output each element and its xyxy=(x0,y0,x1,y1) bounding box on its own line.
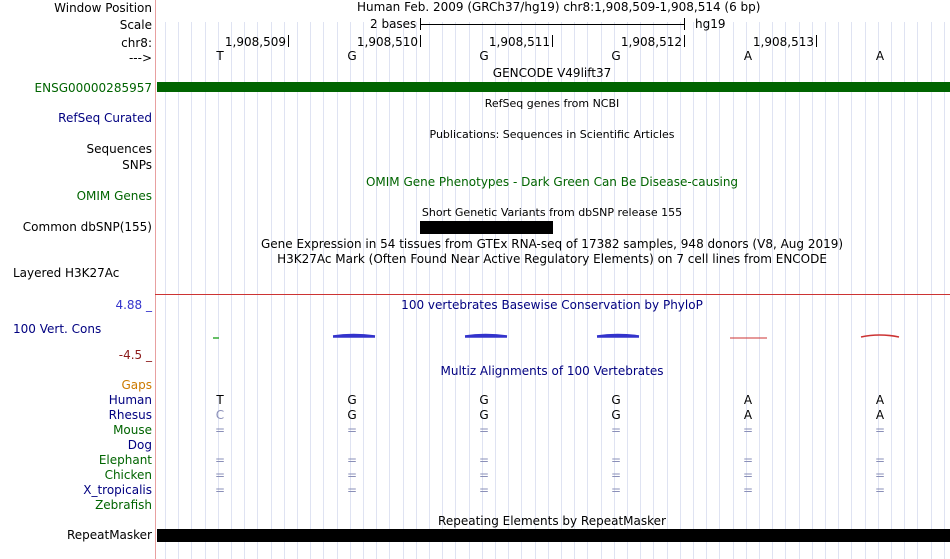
grid-line xyxy=(244,22,245,559)
dbsnp-track-title: Short Genetic Variants from dbSNP release 155 xyxy=(421,206,683,219)
gencode-gene-label[interactable]: ENSG00000285957 xyxy=(34,81,152,95)
alignment-base: = xyxy=(874,423,886,437)
grid-line xyxy=(640,22,641,559)
strand-label: ---> xyxy=(128,51,152,65)
grid-line xyxy=(257,22,258,559)
alignment-base: = xyxy=(478,483,490,497)
ruler-coordinate: 1,908,509 xyxy=(224,35,286,49)
track-label-column xyxy=(0,0,155,559)
grid-line xyxy=(917,22,918,559)
repeatmasker-track-title: Repeating Elements by RepeatMasker xyxy=(438,514,666,528)
gaps-label[interactable]: Gaps xyxy=(121,378,152,392)
grid-line xyxy=(271,22,272,559)
h3k27ac-baseline xyxy=(155,294,950,295)
alignment-base: = xyxy=(742,453,754,467)
assembly-label: hg19 xyxy=(695,17,726,31)
ruler-tick xyxy=(684,35,685,47)
grid-line xyxy=(337,22,338,559)
grid-line xyxy=(904,22,905,559)
ruler-tick xyxy=(816,35,817,47)
publications-track-title: Publications: Sequences in Scientific Articles xyxy=(429,128,675,141)
ruler-tick xyxy=(552,35,553,47)
ruler-coordinate: 1,908,511 xyxy=(488,35,550,49)
alignment-base: = xyxy=(610,423,622,437)
grid-line xyxy=(627,22,628,559)
grid-line xyxy=(376,22,377,559)
grid-line xyxy=(680,22,681,559)
multiz-track-title: Multiz Alignments of 100 Vertebrates xyxy=(440,364,664,378)
grid-line xyxy=(389,22,390,559)
grid-line xyxy=(759,22,760,559)
grid-line xyxy=(191,22,192,559)
alignment-base: = xyxy=(610,483,622,497)
species-label[interactable]: Chicken xyxy=(104,468,152,482)
gencode-track-title: GENCODE V49lift37 xyxy=(492,66,612,80)
phylop-min-label: -4.5 _ xyxy=(118,348,152,362)
gencode-gene-bar[interactable] xyxy=(157,82,950,92)
grid-line xyxy=(363,22,364,559)
alignment-base: A xyxy=(875,408,885,422)
phylop-mark-4 xyxy=(597,335,639,338)
ruler-tick xyxy=(420,35,421,47)
alignment-base: = xyxy=(214,453,226,467)
alignment-base: A xyxy=(743,408,753,422)
grid-line xyxy=(284,22,285,559)
gtex-track-title: Gene Expression in 54 tissues from GTEx RNA-seq of 17382 samples, 948 donors (V8, Aug 2019) xyxy=(260,237,844,251)
grid-line xyxy=(455,22,456,559)
alignment-base: = xyxy=(214,468,226,482)
sequence-base: A xyxy=(875,49,885,63)
alignment-base: = xyxy=(742,423,754,437)
chromosome-label: chr8: xyxy=(121,36,152,50)
alignment-base: = xyxy=(214,483,226,497)
phylop-mark-3 xyxy=(465,335,507,338)
alignment-base: = xyxy=(874,483,886,497)
grid-line xyxy=(165,22,166,559)
grid-line xyxy=(205,22,206,559)
scale-bar-text: 2 bases xyxy=(370,17,417,31)
sequence-base: G xyxy=(347,49,357,63)
alignment-base: C xyxy=(215,408,225,422)
h3k27ac-track-title: H3K27Ac Mark (Often Found Near Active Regulatory Elements) on 7 cell lines from ENCODE xyxy=(277,252,827,266)
snps-label[interactable]: SNPs xyxy=(122,158,152,172)
grid-line xyxy=(865,22,866,559)
grid-line xyxy=(891,22,892,559)
repeatmasker-element-bar[interactable] xyxy=(157,529,950,542)
vert-cons-label[interactable]: 100 Vert. Cons xyxy=(13,322,102,336)
alignment-base: = xyxy=(346,423,358,437)
layered-h3k27ac-label[interactable]: Layered H3K27Ac xyxy=(13,266,120,280)
grid-line xyxy=(812,22,813,559)
alignment-base: = xyxy=(874,453,886,467)
grid-line xyxy=(944,22,945,559)
sequence-base: G xyxy=(479,49,489,63)
ruler-coordinate: 1,908,512 xyxy=(620,35,682,49)
sequence-base: A xyxy=(743,49,753,63)
grid-line xyxy=(733,22,734,559)
scale-bar-right-tick xyxy=(684,18,685,30)
grid-line xyxy=(469,22,470,559)
alignment-base: = xyxy=(874,468,886,482)
alignment-base: G xyxy=(479,393,489,407)
alignment-base: = xyxy=(610,453,622,467)
grid-line xyxy=(719,22,720,559)
species-label[interactable]: X_tropicalis xyxy=(83,483,152,497)
dbsnp-variant-bar[interactable] xyxy=(420,221,553,234)
alignment-base: = xyxy=(610,468,622,482)
common-dbsnp-label[interactable]: Common dbSNP(155) xyxy=(22,220,152,234)
grid-line xyxy=(178,22,179,559)
scale-bar xyxy=(420,24,685,25)
phylop-mark-6 xyxy=(861,335,899,337)
species-label[interactable]: Human xyxy=(108,393,152,407)
alignment-base: = xyxy=(346,483,358,497)
grid-line xyxy=(231,22,232,559)
grid-line xyxy=(825,22,826,559)
track-image[interactable] xyxy=(155,0,950,559)
alignment-base: = xyxy=(742,483,754,497)
species-label[interactable]: Zebrafish xyxy=(95,498,152,512)
alignment-base: A xyxy=(875,393,885,407)
alignment-base: A xyxy=(743,393,753,407)
grid-line xyxy=(442,22,443,559)
omim-track-title: OMIM Gene Phenotypes - Dark Green Can Be Disease-causing xyxy=(365,175,739,189)
grid-line xyxy=(799,22,800,559)
ruler-tick xyxy=(288,35,289,47)
alignment-base: = xyxy=(742,468,754,482)
grid-line xyxy=(310,22,311,559)
grid-line xyxy=(653,22,654,559)
grid-line xyxy=(323,22,324,559)
phylop-max-label: 4.88 _ xyxy=(115,298,152,312)
grid-line xyxy=(429,22,430,559)
alignment-base: = xyxy=(478,468,490,482)
grid-line xyxy=(706,22,707,559)
sequence-base: G xyxy=(611,49,621,63)
grid-line xyxy=(416,22,417,559)
alignment-base: G xyxy=(611,393,621,407)
phylop-track-title: 100 vertebrates Basewise Conservation by PhyloP xyxy=(401,298,703,312)
phylop-signal xyxy=(155,325,950,345)
ruler-coordinate: 1,908,510 xyxy=(356,35,418,49)
refseq-track-title: RefSeq genes from NCBI xyxy=(484,97,620,110)
grid-line xyxy=(667,22,668,559)
grid-line xyxy=(851,22,852,559)
grid-line xyxy=(403,22,404,559)
alignment-base: G xyxy=(347,393,357,407)
grid-line xyxy=(838,22,839,559)
sequence-base: T xyxy=(216,49,224,63)
grid-line xyxy=(693,22,694,559)
scale-bar-left-tick xyxy=(420,18,421,30)
scale-label: Scale xyxy=(119,18,152,32)
grid-line xyxy=(785,22,786,559)
alignment-base: = xyxy=(478,453,490,467)
species-label[interactable]: Rhesus xyxy=(108,408,152,422)
repeatmasker-label[interactable]: RepeatMasker xyxy=(66,528,152,542)
alignment-base: = xyxy=(346,453,358,467)
refseq-curated-label[interactable]: RefSeq Curated xyxy=(58,111,152,125)
alignment-base: G xyxy=(611,408,621,422)
omim-genes-label[interactable]: OMIM Genes xyxy=(76,189,152,203)
species-label[interactable]: Mouse xyxy=(113,423,152,437)
window-position-text: Human Feb. 2009 (GRCh37/hg19) chr8:1,908,509-1,908,514 (6 bp) xyxy=(357,0,761,14)
ruler-coordinate: 1,908,513 xyxy=(752,35,814,49)
grid-line xyxy=(297,22,298,559)
grid-line xyxy=(931,22,932,559)
alignment-base: = xyxy=(346,468,358,482)
window-position-label: Window Position xyxy=(54,1,152,15)
alignment-base: G xyxy=(347,408,357,422)
alignment-base: = xyxy=(478,423,490,437)
alignment-base: G xyxy=(479,408,489,422)
alignment-base: T xyxy=(216,393,224,407)
species-label[interactable]: Dog xyxy=(127,438,152,452)
track-border xyxy=(155,0,156,559)
sequences-label[interactable]: Sequences xyxy=(86,142,152,156)
phylop-mark-2 xyxy=(333,335,375,338)
grid-line xyxy=(772,22,773,559)
species-label[interactable]: Elephant xyxy=(98,453,152,467)
alignment-base: = xyxy=(214,423,226,437)
